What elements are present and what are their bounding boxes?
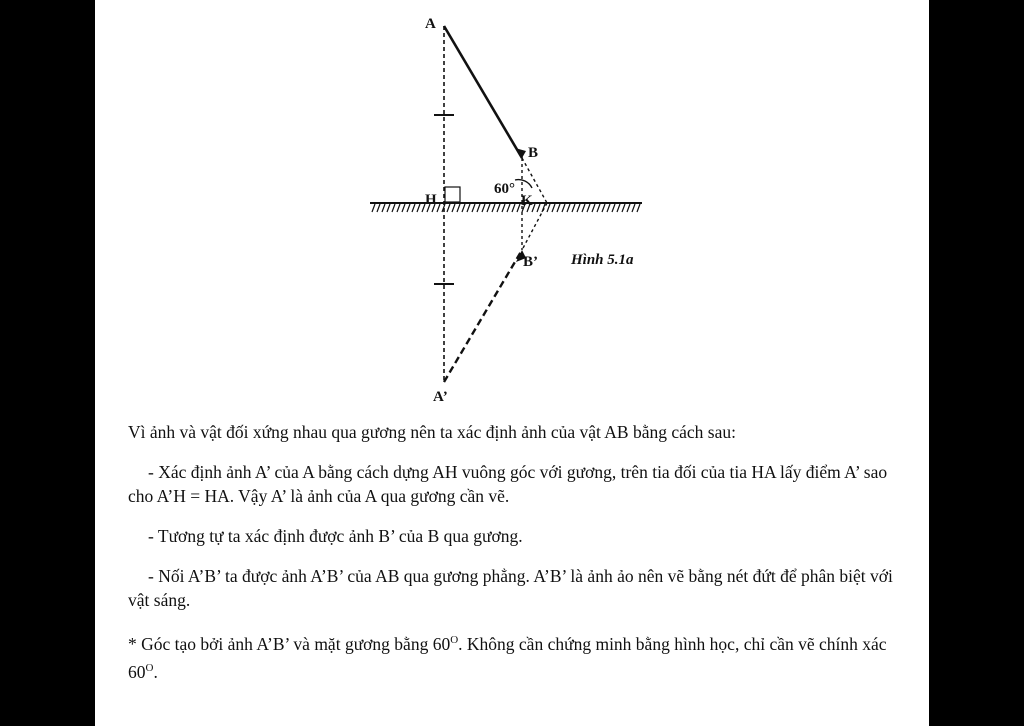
hatch-stroke: [457, 204, 460, 212]
hatch-stroke: [387, 204, 390, 212]
hatch-stroke: [447, 204, 450, 212]
hatch-stroke: [637, 204, 640, 212]
hatch-stroke: [622, 204, 625, 212]
hatch-stroke: [497, 204, 500, 212]
hatch-stroke: [482, 204, 485, 212]
hatch-stroke: [502, 204, 505, 212]
paragraph-step-2: - Tương tự ta xác định được ảnh B’ của B qua gương.: [148, 526, 523, 546]
hatch-stroke: [582, 204, 585, 212]
hatch-stroke: [632, 204, 635, 212]
line-k-b-prime: [522, 203, 547, 250]
paragraph-step-3: - Nối A’B’ ta được ảnh A’B’ của AB qua gương phẳng. A’B’ là ảnh ảo nên vẽ bằng nét đứt để phân biệt với vật sáng.: [128, 566, 893, 610]
hatch-stroke: [462, 204, 465, 212]
hatch-stroke: [407, 204, 410, 212]
right-angle-marker: [445, 187, 460, 202]
hatch-stroke: [392, 204, 395, 212]
hatch-stroke: [617, 204, 620, 212]
hatch-stroke: [487, 204, 490, 212]
label-a-prime: A’: [433, 389, 448, 405]
hatch-stroke: [467, 204, 470, 212]
image-a-prime-b-prime: [444, 250, 522, 382]
hatch-stroke: [572, 204, 575, 212]
hatch-stroke: [567, 204, 570, 212]
hatch-stroke: [592, 204, 595, 212]
hatch-stroke: [382, 204, 385, 212]
hatch-stroke: [537, 204, 540, 212]
hatch-stroke: [552, 204, 555, 212]
note-part-1: * Góc tạo bởi ảnh A’B’ và mặt gương bằng 60: [128, 633, 451, 654]
label-k: K: [521, 193, 533, 209]
document-page: [95, 0, 929, 726]
hatch-stroke: [412, 204, 415, 212]
hatch-stroke: [612, 204, 615, 212]
label-angle-60: 60°: [494, 181, 515, 197]
mirror-hatching: [372, 204, 640, 212]
hatch-stroke: [417, 204, 420, 212]
explanation-text: [128, 420, 908, 684]
figure-caption: Hình 5.1a: [571, 252, 634, 268]
hatch-stroke: [512, 204, 515, 212]
hatch-stroke: [472, 204, 475, 212]
paragraph-intro: Vì ảnh và vật đối xứng nhau qua gương nên ta xác định ảnh của vật AB bằng cách sau:: [128, 422, 736, 442]
hatch-stroke: [562, 204, 565, 212]
paragraph-note: [128, 628, 908, 684]
degree-superscript-2: O: [145, 661, 154, 674]
label-h: H: [425, 192, 437, 208]
hatch-stroke: [372, 204, 375, 212]
mirror-diagram: [95, 0, 929, 415]
hatch-stroke: [597, 204, 600, 212]
hatch-stroke: [557, 204, 560, 212]
hatch-stroke: [492, 204, 495, 212]
hatch-stroke: [602, 204, 605, 212]
paragraph-step-1: - Xác định ảnh A’ của A bằng cách dựng AH vuông góc với gương, trên tia đối của tia HA lấy điểm A’ sao cho A’H = HA. Vậy A’ là ảnh của A qua gương cần vẽ.: [128, 462, 888, 506]
hatch-stroke: [477, 204, 480, 212]
hatch-stroke: [517, 204, 520, 212]
hatch-stroke: [437, 204, 440, 212]
hatch-stroke: [452, 204, 455, 212]
hatch-stroke: [547, 204, 550, 212]
hatch-stroke: [627, 204, 630, 212]
object-ab: [444, 26, 522, 158]
hatch-stroke: [402, 204, 405, 212]
hatch-stroke: [587, 204, 590, 212]
note-part-3: .: [153, 661, 158, 682]
hatch-stroke: [507, 204, 510, 212]
angle-arc: [515, 180, 532, 188]
degree-superscript-1: O: [450, 634, 459, 646]
note-part-2: . Không cần chứng minh bằng hình học, chỉ cần vẽ chính xác 60: [128, 633, 887, 682]
hatch-stroke: [377, 204, 380, 212]
label-a: A: [425, 16, 436, 32]
hatch-stroke: [607, 204, 610, 212]
label-b-prime: B’: [523, 254, 538, 270]
hatch-stroke: [397, 204, 400, 212]
hatch-stroke: [577, 204, 580, 212]
label-b: B: [528, 145, 539, 161]
